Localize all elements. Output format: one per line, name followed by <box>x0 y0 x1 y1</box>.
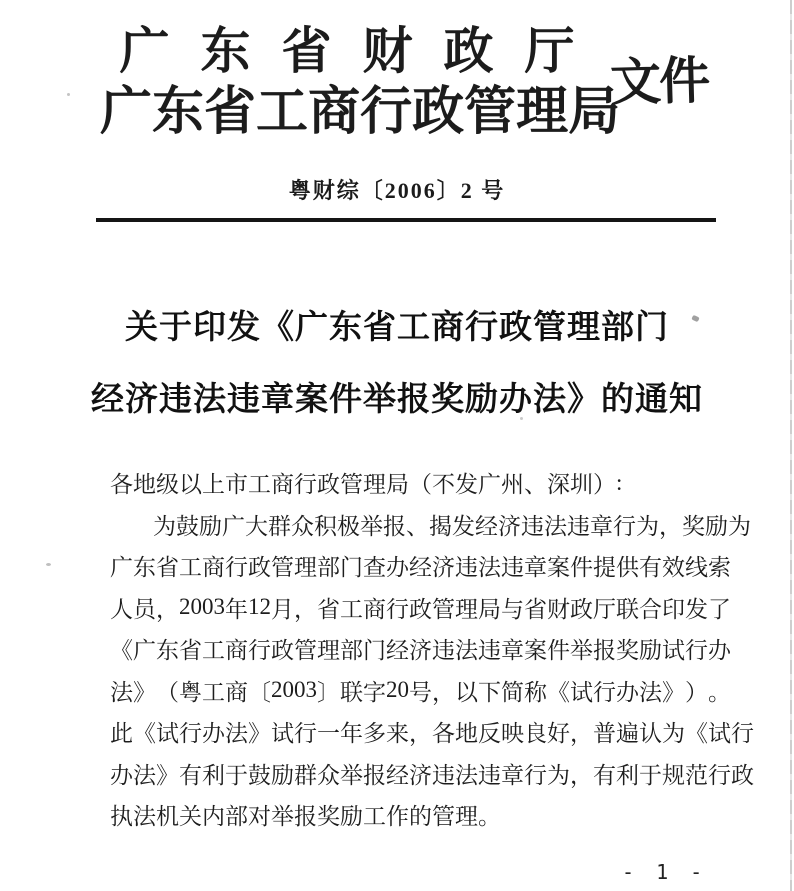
scan-edge-line <box>790 0 792 891</box>
document-title-line-1: 关于印发《广东省工商行政管理部门 <box>125 310 669 346</box>
body-line: 办 法 》 有 利 于 鼓 励 群 众 举 报 经 济 违 法 违 章 行 为 ， 有 利 于 规 范 行 政 <box>110 762 754 788</box>
letterhead-agency-2: 广 东 省 工 商 行 政 管 理 局 <box>100 84 621 141</box>
body-line: 为 鼓 励 广 大 群 众 积 极 举 报 、 揭 发 经 济 违 法 违 章 行 为 ， 奖 励 为 <box>153 513 751 539</box>
document-body <box>110 462 754 836</box>
body-line: 广 东 省 工 商 行 政 管 理 部 门 查 办 经 济 违 法 违 章 案 件 提 供 有 效 线 索 <box>110 555 731 581</box>
scan-speck <box>46 563 51 566</box>
salutation-line: 各 地 级 以 上 市 工 商 行 政 管 理 局 （ 不 发 广 州 、 深 圳 ） : <box>110 469 623 498</box>
letterhead-doc-type-label: 文件 <box>609 53 709 113</box>
letterhead-agency-1: 广 东 省 财 政 厅 <box>119 23 575 79</box>
document-number: 粤财综〔2006〕2 号 <box>288 178 506 203</box>
body-line: 《 广 东 省 工 商 行 政 管 理 部 门 经 济 违 法 违 章 案 件 举 报 奖 励 试 行 办 <box>110 638 731 664</box>
letterhead-divider-rule <box>96 218 716 222</box>
body-line: 执 法 机 关 内 部 对 举 报 奖 励 工 作 的 管 理 。 <box>110 804 501 830</box>
scan-speck <box>520 417 523 420</box>
page-number: - 1 - <box>622 860 706 884</box>
document-title-line-2: 经济违法违章案件举报奖励办法》的通知 <box>91 382 703 418</box>
body-line: 人 员 ， 2 0 0 3 年 1 2 月 ， 省 工 商 行 政 管 理 局 与 省 财 政 厅 联 合 印 发 了 <box>110 594 731 622</box>
body-line: 法 》 （ 粤 工 商 〔 2 0 0 3 〕 联 字 2 0 号 ， 以 下 简 称 《 试 行 办 法 》 ） 。 <box>110 677 731 705</box>
scan-speck <box>67 93 70 96</box>
body-line: 此 《 试 行 办 法 》 试 行 一 年 多 来 ， 各 地 反 映 良 好 ， 普 遍 认 为 《 试 行 <box>110 721 754 747</box>
